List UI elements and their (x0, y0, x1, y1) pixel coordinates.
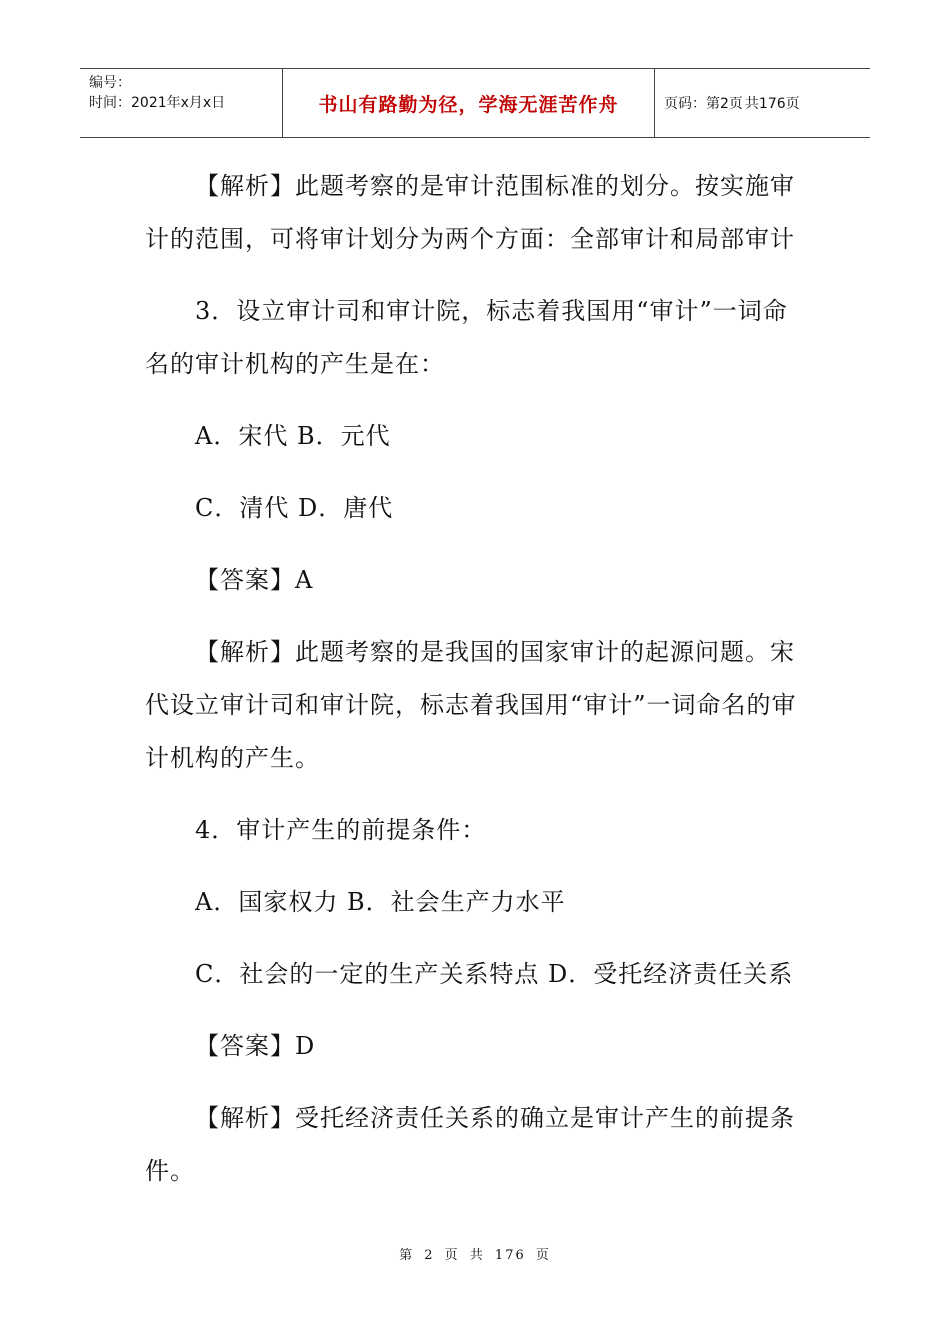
question-4-options-cd: C．社会的一定的生产关系特点 D．受托经济责任关系 (195, 960, 794, 988)
question-4-answer: 【答案】D (195, 1032, 316, 1060)
document-time-label: 时间：2021年x月x日 (89, 95, 226, 111)
question-3: 3．设立审计司和审计院，标志着我国用“审计”一词命名的审计机构的产生是在： (145, 297, 788, 378)
paragraph: 【解析】此题考察的是审计范围标准的划分。按实施审计的范围，可将审计划分为两个方面：全部审计和局部审计 (145, 172, 795, 253)
header-info (80, 69, 282, 137)
question-3-options-ab: A．宋代 B．元代 (195, 422, 391, 450)
header-total-pages: 共176页 (744, 96, 800, 112)
document-number-label: 编号： (89, 75, 131, 91)
header-page-number: 页码：第2页 (664, 96, 743, 112)
header-page-info (655, 69, 870, 137)
question-3-analysis: 【解析】此题考察的是我国的国家审计的起源问题。宋代设立审计司和审计院，标志着我国用“审计”一词命名的审计机构的产生。 (145, 638, 797, 772)
document-body (145, 160, 805, 1217)
page-header (80, 68, 870, 138)
question-4-analysis: 【解析】受托经济责任关系的确立是审计产生的前提条件。 (145, 1104, 795, 1185)
question-3-options-cd: C．清代 D．唐代 (195, 494, 394, 522)
question-3-answer: 【答案】A (195, 566, 314, 594)
page-footer: 第 2 页 共 176 页 (399, 1248, 551, 1263)
header-motto: 书山有路勤为径，学海无涯苦作舟 (282, 69, 655, 137)
question-4-options-ab: A．国家权力 B．社会生产力水平 (195, 888, 566, 916)
question-4: 4．审计产生的前提条件： (195, 816, 487, 844)
